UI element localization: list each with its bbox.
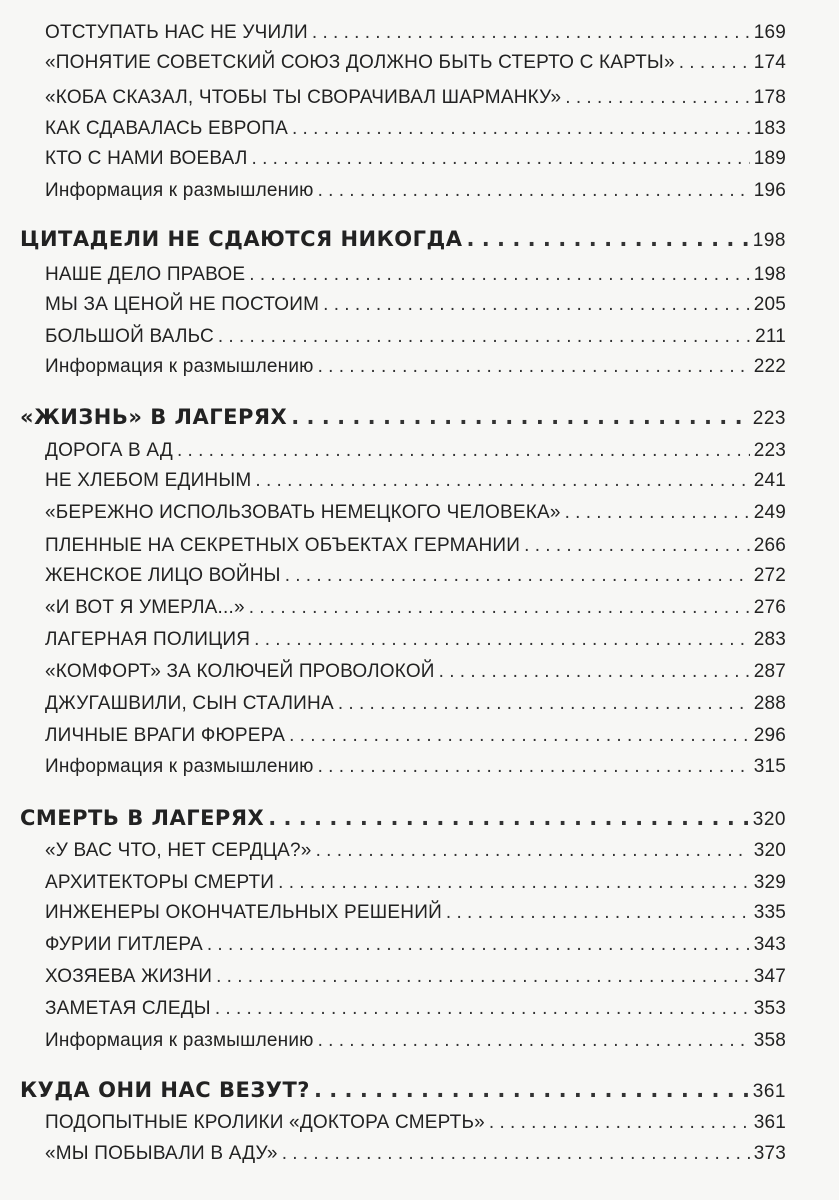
dot-leader [314,1078,749,1102]
toc-page-number: 266 [753,535,786,556]
toc-page-number: 222 [753,356,786,377]
toc-entry-title: Информация к размышлению [45,1030,314,1051]
toc-entry-title: МЫ ЗА ЦЕНОЙ НЕ ПОСТОИМ [45,294,320,315]
toc-entry-title: КТО С НАМИ ВОЕВАЛ [45,148,248,169]
toc-entry [45,1112,786,1134]
toc-page-number: 189 [753,148,786,169]
toc-entry [45,87,786,109]
toc-page-number: 211 [755,326,786,347]
toc-chapter-entry [20,405,786,430]
dot-leader [679,52,750,74]
dot-leader [254,629,750,651]
dot-leader [565,502,750,524]
toc-page-number: 347 [753,966,786,987]
toc-entry-title: «И ВОТ Я УМЕРЛА...» [45,597,245,618]
dot-leader [565,87,749,109]
toc-entry-title: БОЛЬШОЙ ВАЛЬС [45,326,214,347]
toc-entry [45,294,786,316]
dot-leader [289,725,750,747]
toc-page-number: 283 [753,629,786,650]
toc-page-number: 320 [752,809,786,830]
toc-page-number: 183 [753,118,786,139]
dot-leader [318,1030,750,1052]
dot-leader [312,22,750,44]
dot-leader [318,356,750,378]
toc-entry [45,535,786,557]
toc-entry [45,356,786,378]
toc-chapter-entry [20,806,786,831]
dot-leader [278,872,750,894]
toc-entry-title: «ЖИЗНЬ» В ЛАГЕРЯХ [20,405,288,429]
toc-page-number: 287 [753,661,786,682]
toc-page-number: 343 [753,934,786,955]
toc-page-number: 241 [753,470,786,491]
toc-entry [45,597,786,619]
dot-leader [216,966,750,988]
toc-entry-title: НАШЕ ДЕЛО ПРАВОЕ [45,264,246,285]
toc-entry-title: АРХИТЕКТОРЫ СМЕРТИ [45,872,275,893]
toc-entry [45,725,786,747]
toc-entry-title: Информация к размышлению [45,756,314,777]
toc-page-number: 276 [753,597,786,618]
toc-entry [45,1143,786,1165]
toc-entry-title: Информация к размышлению [45,356,314,377]
toc-page-number: 358 [753,1030,786,1051]
toc-entry-title: ЖЕНСКОЕ ЛИЦО ВОЙНЫ [45,565,281,586]
toc-entry-title: ЗАМЕТАЯ СЛЕДЫ [45,998,211,1019]
toc-entry [45,180,786,202]
toc-page-number: 198 [753,264,786,285]
toc-page-number: 335 [753,902,786,923]
toc-page-number: 288 [753,693,786,714]
dot-leader [177,440,750,462]
toc-entry [45,872,786,894]
toc-entry-title: ЛАГЕРНАЯ ПОЛИЦИЯ [45,629,251,650]
toc-page-number: 178 [753,87,786,108]
toc-entry [45,502,786,524]
dot-leader [318,180,750,202]
toc-entry-title: «БЕРЕЖНО ИСПОЛЬЗОВАТЬ НЕМЕЦКОГО ЧЕЛОВЕКА» [45,502,561,523]
toc-entry [45,440,786,462]
toc-page-number: 320 [753,840,786,861]
toc-entry-title: «ПОНЯТИЕ СОВЕТСКИЙ СОЮЗ ДОЛЖНО БЫТЬ СТЕРТО С КАРТЫ» [45,52,675,73]
dot-leader [218,326,751,348]
toc-entry-title: ЦИТАДЕЛИ НЕ СДАЮТСЯ НИКОГДА [20,227,463,251]
dot-leader [285,565,750,587]
toc-page-number: 272 [753,565,786,586]
dot-leader [323,294,750,316]
toc-entry [45,565,786,587]
dot-leader [439,661,750,683]
dot-leader [282,1143,750,1165]
toc-entry [45,661,786,683]
dot-leader [338,693,750,715]
toc-entry-title: «КОБА СКАЗАЛ, ЧТОБЫ ТЫ СВОРАЧИВАЛ ШАРМАНКУ» [45,87,562,108]
toc-entry [45,934,786,956]
toc-page-number: 169 [753,22,786,43]
toc-page-number: 329 [753,872,786,893]
dot-leader [316,840,750,862]
dot-leader [255,470,749,492]
dot-leader [252,148,750,170]
toc-entry-title: ИНЖЕНЕРЫ ОКОНЧАТЕЛЬНЫХ РЕШЕНИЙ [45,902,442,923]
toc-chapter-entry [20,1078,786,1103]
toc-entry-title: ДЖУГАШВИЛИ, СЫН СТАЛИНА [45,693,334,714]
dot-leader [215,998,750,1020]
dot-leader [268,806,749,830]
toc-entry-title: ПОДОПЫТНЫЕ КРОЛИКИ «ДОКТОРА СМЕРТЬ» [45,1112,485,1133]
toc-page-number: 205 [753,294,786,315]
toc-entry-title: СМЕРТЬ В ЛАГЕРЯХ [20,806,265,830]
toc-entry-title: ОТСТУПАТЬ НАС НЕ УЧИЛИ [45,22,308,43]
toc-page-number: 249 [753,502,786,523]
toc-page-number: 361 [752,1081,786,1102]
dot-leader [249,264,749,286]
dot-leader [292,118,750,140]
toc-entry [45,470,786,492]
toc-entry-title: ХОЗЯЕВА ЖИЗНИ [45,966,213,987]
toc-entry-title: ФУРИИ ГИТЛЕРА [45,934,203,955]
dot-leader [524,535,750,557]
toc-entry [45,840,786,862]
toc-entry [45,902,786,924]
dot-leader [207,934,750,956]
toc-entry [45,1030,786,1052]
toc-entry [45,22,786,44]
toc-entry [45,326,786,348]
toc-chapter-entry [20,227,786,252]
toc-entry-title: ПЛЕННЫЕ НА СЕКРЕТНЫХ ОБЪЕКТАХ ГЕРМАНИИ [45,535,521,556]
toc-page-number: 373 [753,1143,786,1164]
toc-page-number: 198 [752,230,786,251]
toc-entry [45,264,786,286]
toc-entry-title: КУДА ОНИ НАС ВЕЗУТ? [20,1078,310,1102]
dot-leader [446,902,750,924]
toc-entry-title: «МЫ ПОБЫВАЛИ В АДУ» [45,1143,278,1164]
dot-leader [249,597,750,619]
toc-page-number: 196 [753,180,786,201]
toc-page-number: 315 [753,756,786,777]
toc-page-number: 361 [753,1112,786,1133]
toc-entry-title: «У ВАС ЧТО, НЕТ СЕРДЦА?» [45,840,312,861]
toc-page-number: 296 [753,725,786,746]
toc-entry-title: НЕ ХЛЕБОМ ЕДИНЫМ [45,470,252,491]
toc-page-number: 174 [753,52,786,73]
toc-entry-title: «КОМФОРТ» ЗА КОЛЮЧЕЙ ПРОВОЛОКОЙ [45,661,435,682]
toc-entry-title: КАК СДАВАЛАСЬ ЕВРОПА [45,118,288,139]
toc-entry-title: Информация к размышлению [45,180,314,201]
toc-entry [45,118,786,140]
toc-entry [45,756,786,778]
dot-leader [318,756,750,778]
toc-entry [45,629,786,651]
toc-page-number: 353 [753,998,786,1019]
dot-leader [466,227,748,251]
toc-entry [45,148,786,170]
toc-page-number: 223 [753,440,786,461]
dot-leader [291,405,749,429]
toc-entry-title: ЛИЧНЫЕ ВРАГИ ФЮРЕРА [45,725,286,746]
toc-page-number: 223 [752,408,786,429]
toc-entry-title: ДОРОГА В АД [45,440,173,461]
toc-entry [45,693,786,715]
toc-entry [45,52,786,74]
toc-entry [45,966,786,988]
dot-leader [489,1112,750,1134]
toc-entry [45,998,786,1020]
